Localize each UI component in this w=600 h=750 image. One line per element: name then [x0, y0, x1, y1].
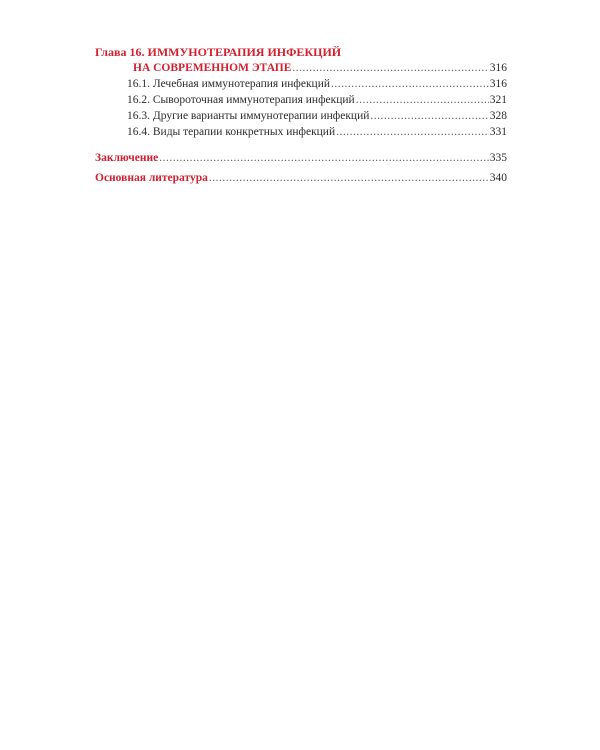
chapter-entry[interactable] — [95, 60, 507, 76]
dot-leader — [159, 150, 489, 166]
toc-conclusion[interactable] — [95, 150, 507, 166]
toc-section-4[interactable] — [95, 124, 507, 140]
section-label: 16.3. Другие варианты иммунотерапии инфекций — [127, 110, 370, 122]
dot-leader — [292, 60, 488, 76]
toc-section-3[interactable] — [95, 108, 507, 124]
section-label: 16.4. Виды терапии конкретных инфекций — [127, 126, 336, 138]
toc-section-1[interactable] — [95, 76, 507, 92]
dot-leader — [370, 108, 488, 124]
page-number: 321 — [489, 94, 507, 106]
toc-literature[interactable] — [95, 170, 507, 186]
toc-section-2[interactable] — [95, 92, 507, 108]
dot-leader — [336, 124, 489, 140]
section-label: 16.1. Лечебная иммунотерапия инфекций — [127, 78, 331, 90]
chapter-title-line1[interactable]: Глава 16. ИММУНОТЕРАПИЯ ИНФЕКЦИЙ — [95, 45, 342, 59]
chapter-title-line2: НА СОВРЕМЕННОМ ЭТАПЕ — [133, 62, 292, 74]
spacer — [95, 140, 507, 150]
table-of-contents — [95, 44, 507, 186]
page-number: 331 — [489, 126, 507, 138]
dot-leader — [209, 170, 489, 186]
dot-leader — [331, 76, 489, 92]
page-number: 328 — [489, 110, 507, 122]
page-number: 335 — [489, 152, 507, 164]
page-number: 340 — [489, 172, 507, 184]
conclusion-label: Заключение — [95, 152, 159, 164]
section-label: 16.2. Сывороточная иммунотерапия инфекций — [127, 94, 355, 106]
page-number: 316 — [489, 78, 507, 90]
literature-label: Основная литература — [95, 172, 208, 184]
page-number: 316 — [489, 62, 507, 74]
dot-leader — [356, 92, 489, 108]
